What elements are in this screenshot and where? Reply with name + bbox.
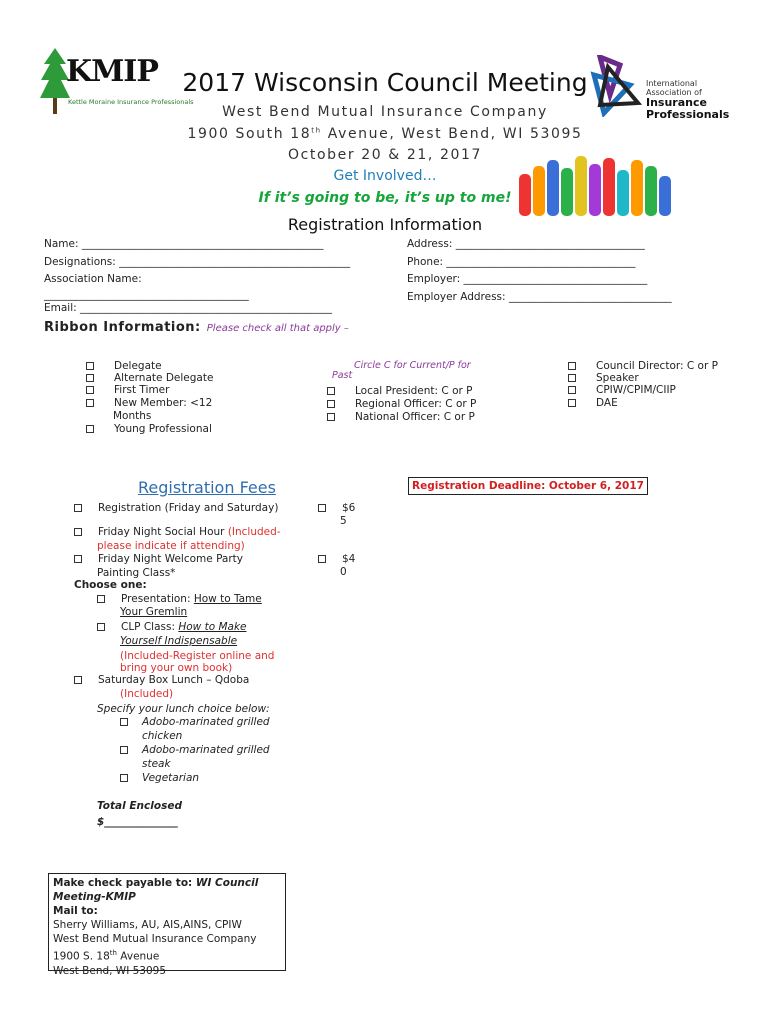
total-enclosed-label: Total Enclosed: [97, 800, 182, 812]
ribbon-council-director[interactable]: Council Director: C or P: [568, 360, 718, 373]
clp-title-cont: Yourself Indispensable: [120, 635, 238, 647]
fee-box-lunch[interactable]: Saturday Box Lunch – Qdoba: [74, 674, 249, 687]
checkbox[interactable]: [327, 413, 335, 421]
ribbon-delegate[interactable]: Delegate: [86, 360, 162, 373]
registration-heading: Registration Information: [287, 215, 483, 234]
email-field[interactable]: Email: ________________________________________________: [44, 302, 333, 314]
mail-name: Sherry Williams, AU, AIS,AINS, CPIW: [53, 919, 242, 931]
check-payable: Make check payable to: WI Council: [53, 877, 259, 889]
mail-company: West Bend Mutual Insurance Company: [53, 933, 257, 945]
lunch-option-chicken-cont: chicken: [142, 730, 183, 742]
mail-street: 1900 S. 18th Avenue: [53, 949, 160, 963]
ribbon-first-timer[interactable]: First Timer: [86, 384, 169, 397]
ribbon-new-member[interactable]: New Member: <12: [86, 397, 212, 410]
page-title: 2017 Wisconsin Council Meeting: [182, 68, 588, 97]
checkbox[interactable]: [97, 595, 105, 603]
fee-price-registration-cont: 5: [340, 515, 347, 527]
ribbon-heading: Ribbon Information: Please check all that apply –: [44, 320, 349, 335]
ribbon-dae[interactable]: DAE: [568, 397, 618, 410]
lunch-option-vegetarian[interactable]: Vegetarian: [120, 772, 199, 785]
checkbox[interactable]: [74, 528, 82, 536]
lunch-option-steak[interactable]: Adobo-marinated grilled: [120, 744, 270, 757]
ribbon-national-officer[interactable]: National Officer: C or P: [327, 411, 475, 424]
employer-address-field[interactable]: Employer Address: _______________________________: [407, 291, 672, 303]
option-presentation[interactable]: Presentation: How to Tame: [97, 593, 262, 606]
company-name: West Bend Mutual Insurance Company: [222, 104, 548, 120]
clp-note-2: bring your own book): [120, 662, 233, 674]
employer-field[interactable]: Employer: ___________________________________: [407, 273, 648, 285]
fee-welcome-party[interactable]: Friday Night Welcome Party: [74, 553, 243, 566]
registration-deadline: Registration Deadline: October 6, 2017: [408, 477, 648, 495]
ribbon-new-member-cont: Months: [113, 410, 152, 422]
social-hour-note: please indicate if attending): [97, 540, 245, 552]
venue-address: 1900 South 18th Avenue, West Bend, WI 53095: [187, 126, 583, 142]
check-payee-cont: Meeting-KMIP: [53, 891, 136, 903]
checkbox[interactable]: [120, 774, 128, 782]
ribbon-speaker[interactable]: Speaker: [568, 372, 639, 385]
total-enclosed-field[interactable]: $______________: [97, 816, 178, 828]
fee-price-party-cont: 0: [340, 566, 347, 578]
ribbon-local-president[interactable]: Local President: C or P: [327, 385, 472, 398]
lunch-choice-label: Specify your lunch choice below:: [97, 703, 270, 715]
lunch-option-steak-cont: steak: [142, 758, 171, 770]
checkbox[interactable]: [568, 399, 576, 407]
address-field[interactable]: Address: ____________________________________: [407, 238, 645, 250]
checkbox[interactable]: [120, 718, 128, 726]
mail-city: West Bend, WI 53095: [53, 964, 167, 977]
association-name-label: Association Name:: [44, 273, 142, 285]
ribbon-cpiw[interactable]: CPIW/CPIM/CIIP: [568, 384, 676, 397]
checkbox[interactable]: [327, 400, 335, 408]
welcome-party-cont: Painting Class*: [97, 567, 176, 579]
checkbox[interactable]: [120, 746, 128, 754]
raised-hands-illustration: [515, 154, 680, 216]
checkbox[interactable]: [97, 623, 105, 631]
association-name-field[interactable]: _______________________________________: [44, 289, 249, 301]
checkbox[interactable]: [86, 425, 94, 433]
circle-note-1: Circle C for Current/P for: [354, 360, 471, 371]
clp-note-1: (Included-Register online and: [120, 650, 275, 662]
checkbox[interactable]: [86, 386, 94, 394]
circle-note-2: Past: [332, 370, 353, 381]
fee-social-hour[interactable]: Friday Night Social Hour (Included-: [74, 526, 281, 539]
fees-heading: Registration Fees: [138, 478, 276, 497]
checkbox[interactable]: [86, 374, 94, 382]
ribbon-regional-officer[interactable]: Regional Officer: C or P: [327, 398, 476, 411]
checkbox[interactable]: [74, 676, 82, 684]
choose-one-label: Choose one:: [74, 579, 147, 591]
presentation-title-cont: Your Gremlin: [120, 606, 188, 618]
checkbox[interactable]: [568, 374, 576, 382]
ribbon-young-professional[interactable]: Young Professional: [86, 423, 212, 436]
checkbox[interactable]: [568, 386, 576, 394]
kmip-logo-subtitle: Kettle Moraine Insurance Professionals: [68, 98, 194, 106]
checkbox[interactable]: [86, 362, 94, 370]
kmip-logo-text: KMIP: [66, 54, 158, 89]
designations-field[interactable]: Designations: ____________________________________________: [44, 256, 351, 268]
checkbox[interactable]: [568, 362, 576, 370]
checkbox[interactable]: [86, 399, 94, 407]
fee-registration[interactable]: Registration (Friday and Saturday): [74, 502, 278, 515]
mail-to-box: [48, 873, 286, 977]
checkbox[interactable]: [74, 504, 82, 512]
get-involved-text: Get Involved…: [333, 168, 437, 184]
checkbox[interactable]: [318, 555, 326, 563]
lunch-option-chicken[interactable]: Adobo-marinated grilled: [120, 716, 270, 729]
checkbox[interactable]: [327, 387, 335, 395]
meeting-dates: October 20 & 21, 2017: [287, 147, 483, 163]
tagline: If it’s going to be, it’s up to me!: [258, 190, 512, 206]
fee-price-registration: $6: [318, 502, 355, 515]
phone-field[interactable]: Phone: ____________________________________: [407, 256, 636, 268]
checkbox[interactable]: [318, 504, 326, 512]
ribbon-note: Please check all that apply –: [206, 323, 349, 334]
name-field[interactable]: Name: ______________________________________________: [44, 238, 324, 250]
ribbon-alternate-delegate[interactable]: Alternate Delegate: [86, 372, 213, 385]
checkbox[interactable]: [74, 555, 82, 563]
iaip-logo-text: International Association of Insurance Professionals: [646, 79, 730, 121]
lunch-note: (Included): [120, 688, 174, 700]
mail-to-label: Mail to:: [53, 905, 98, 917]
fee-price-party: $4: [318, 553, 355, 566]
option-clp-class[interactable]: CLP Class: How to Make: [97, 621, 247, 634]
